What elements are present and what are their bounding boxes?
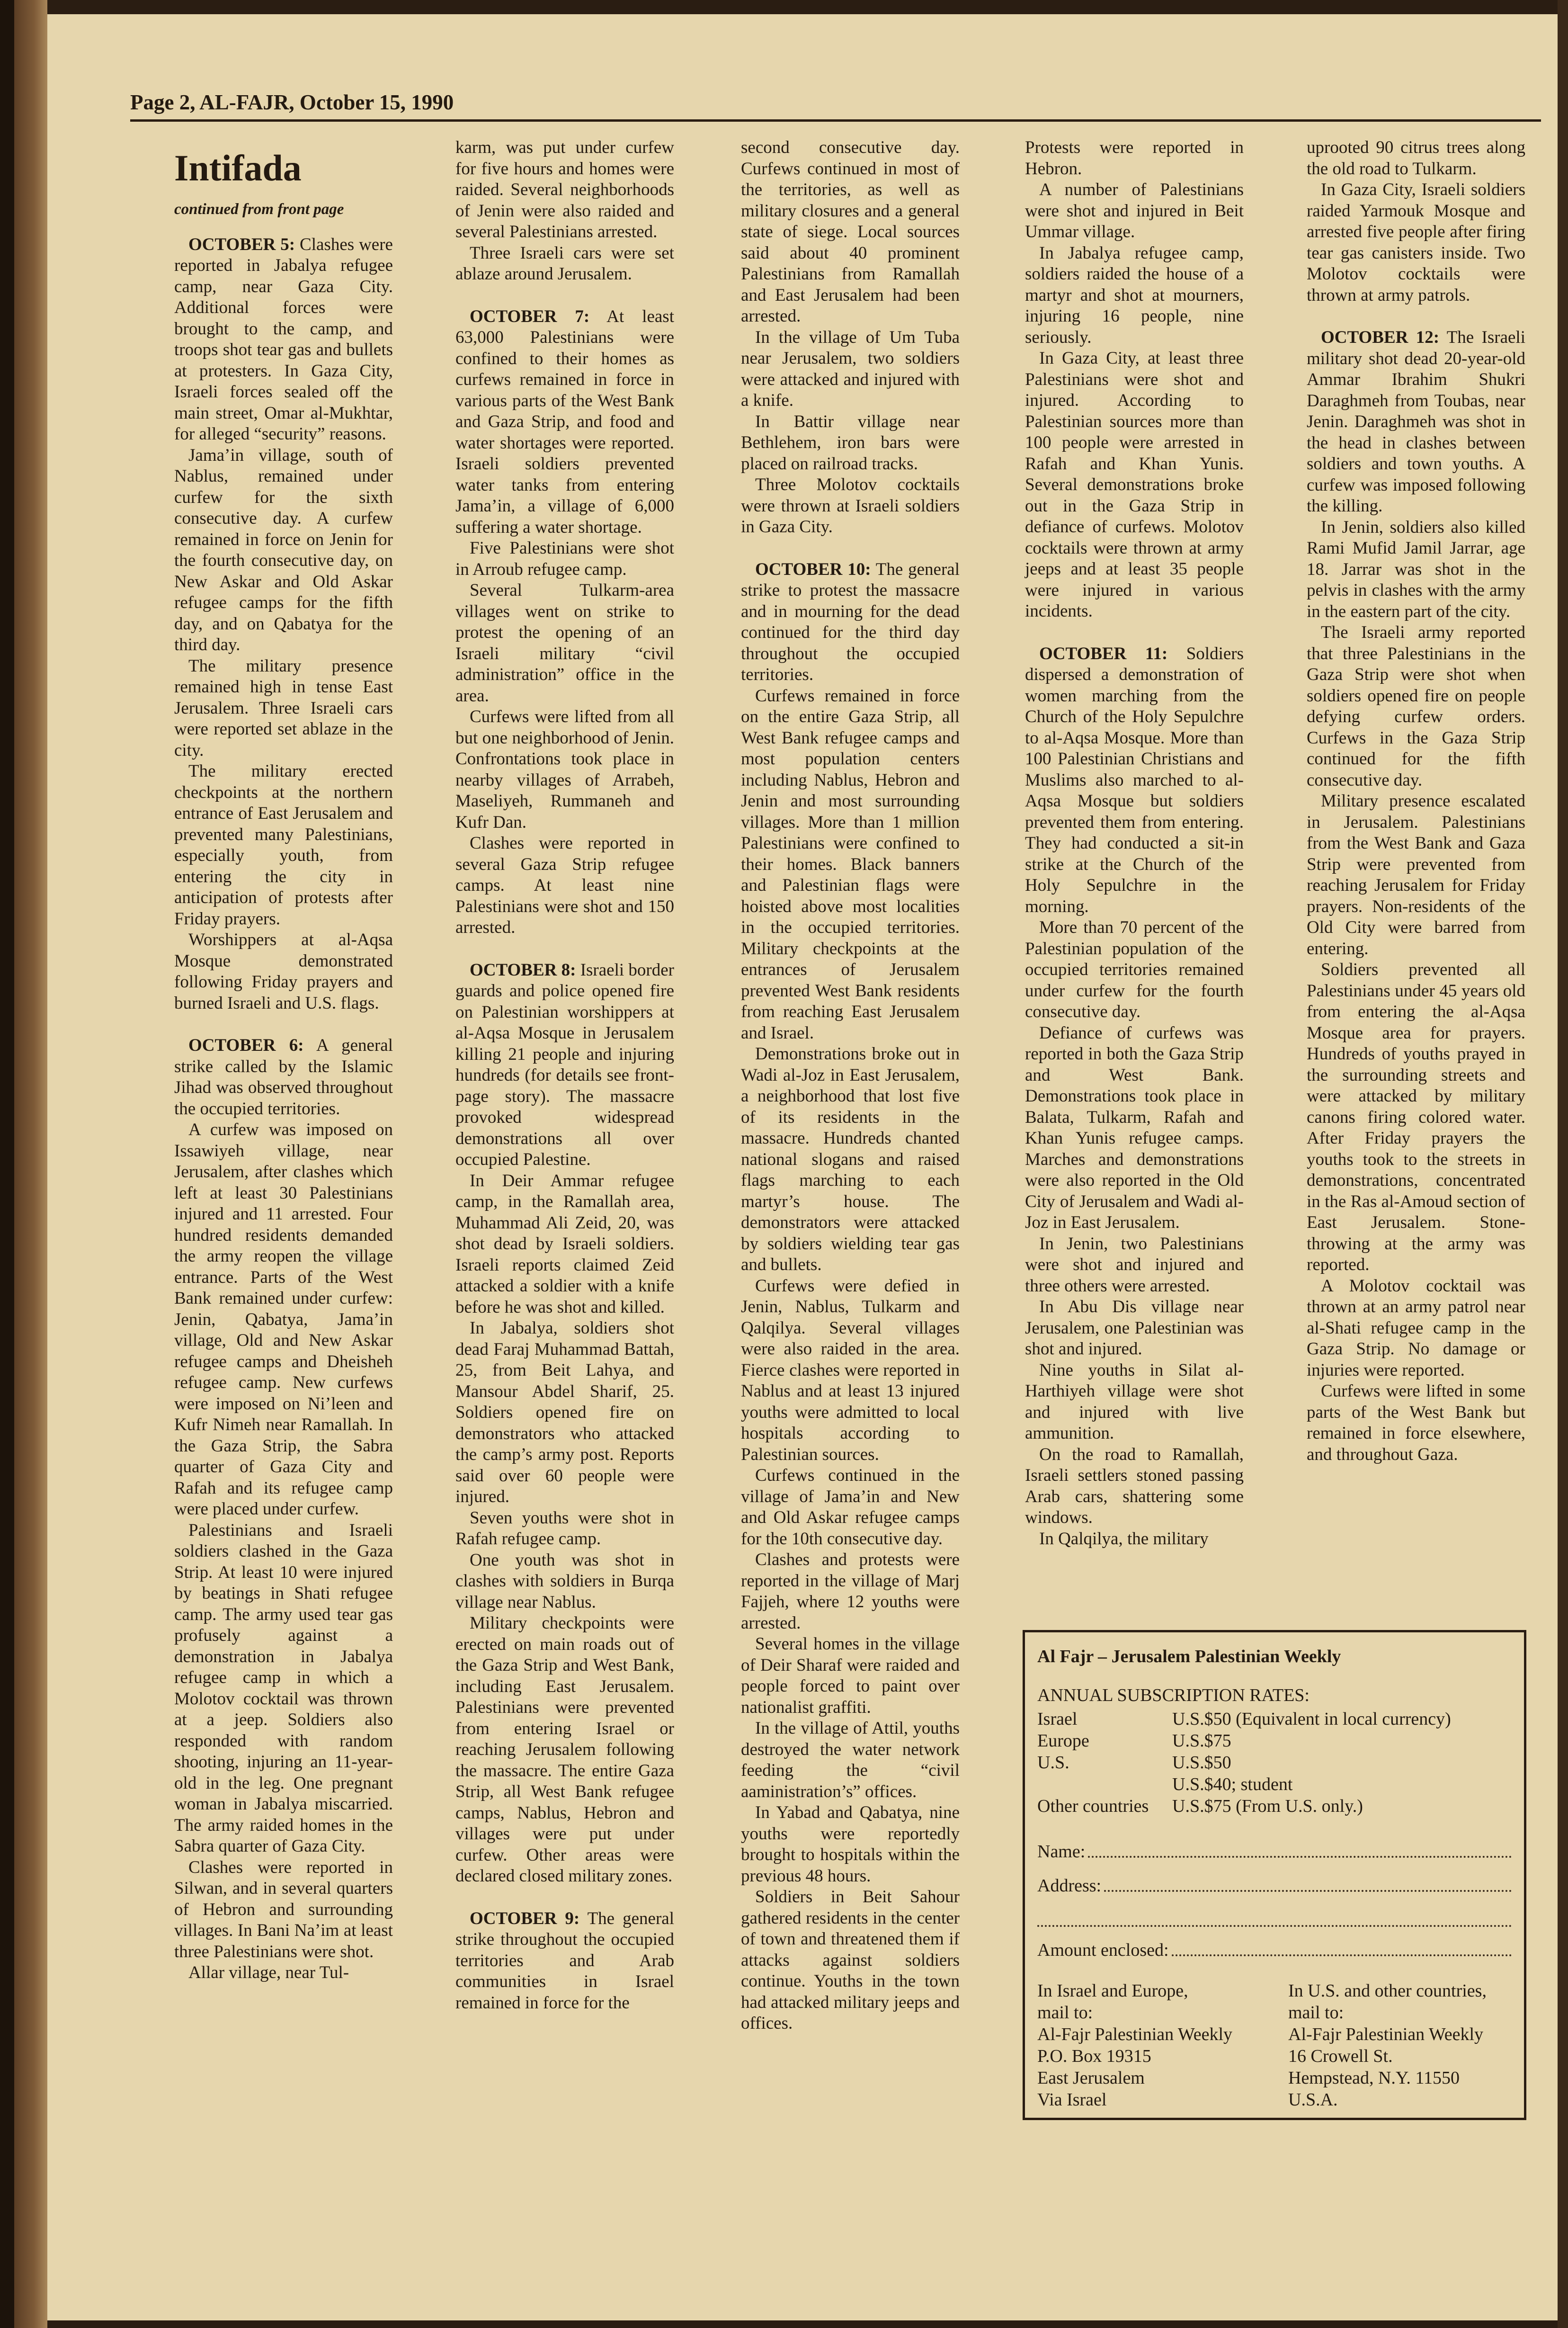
- paragraph-text: Curfews were defied in Jenin, Nablus, Tulkarm and Qalqilya. Several villages were also raided in the area. Fierce clashes were reported in Nablus and at least 13 injured youths were admitted to local hospitals according to Palestinian sources.: [741, 1276, 960, 1464]
- paragraph-text: In Qalqilya, the military: [1039, 1529, 1209, 1549]
- paragraph-text: Curfews were lifted in some parts of the West Bank but remained in force elsewhere, and throughout Gaza.: [1307, 1381, 1525, 1464]
- paragraph-text: Defiance of curfews was reported in both the Gaza Strip and West Bank. Demonstrations took place in Balata, Tulkarm, Rafah and Khan Yunis refugee camps. Marches and demonstrations were also reported in the Old City of Jerusalem and Wadi al-Joz in East Jerusalem.: [1025, 1023, 1244, 1232]
- paragraph-text: Seven youths were shot in Rafah refugee camp.: [455, 1508, 674, 1549]
- paragraph-text: On the road to Ramallah, Israeli settlers stoned passing Arab cars, shattering some windows.: [1025, 1444, 1244, 1527]
- address-line: Via Israel: [1037, 2090, 1107, 2110]
- paragraph-text: In Jenin, two Palestinians were shot and injured and three others were arrested.: [1025, 1234, 1244, 1296]
- paragraph-text: A curfew was imposed on Issawiyeh village, near Jerusalem, after clashes which left at least 30 Palestinians injured and 11 arrested. Four hundred residents demanded the army reopen the village entrance. Parts of the West Bank remained under curfew: Jenin, Qabatya, Jama’in village, Old and New Askar refugee camps and Dheisheh refugee camp. New curfews were imposed on Ni’leen and Kufr Nimeh near Ramallah. In the Gaza Strip, the Sabra quarter of Gaza City and Rafah and its refugee camp were placed under curfew.: [174, 1120, 393, 1519]
- dateline: OCTOBER 12:: [1321, 328, 1440, 347]
- rate-region: U.S.: [1037, 1753, 1069, 1773]
- address-line: mail to:: [1288, 2003, 1344, 2023]
- rates-title: ANNUAL SUBSCRIPTION RATES:: [1037, 1685, 1310, 1705]
- page-header: Page 2, AL-FAJR, October 15, 1990: [130, 90, 454, 114]
- paragraph-text: A Molotov cocktail was thrown at an army patrol near al-Shati refugee camp in the Gaza Strip. No damage or injuries were reported.: [1307, 1276, 1525, 1380]
- article-paragraph: [174, 656, 393, 761]
- paragraph-text: More than 70 percent of the Palestinian population of the occupied territories remained under curfew for the fourth consecutive day.: [1025, 918, 1244, 1021]
- rate-price: U.S.$40; student: [1172, 1774, 1293, 1794]
- paragraph-text: Military presence escalated in Jerusalem. Palestinians from the West Bank and Gaza Strip were prevented from reaching Jerusalem for Friday prayers. Non-residents of the Old City were barred from entering.: [1307, 791, 1525, 958]
- paragraph-text: Jama’in village, south of Nablus, remained under curfew for the sixth consecutive day. A curfew remained in force on Jenin for the fourth consecutive day, on New Askar and Old Askar refugee camps for the fifth day, and on Qabatya for the third day.: [174, 445, 393, 654]
- paragraph-text: Military checkpoints were erected on main roads out of the Gaza Strip and West Bank, including East Jerusalem. Palestinians were prevented from entering Israel or reaching Jerusalem following the massacre. The entire Gaza Strip, all West Bank refugee camps, Nablus, Hebron and villages were put under curfew. Other areas were declared closed military zones.: [455, 1613, 674, 1886]
- article-paragraph: [455, 538, 674, 580]
- article-paragraph: [1307, 137, 1525, 179]
- paragraph-text: In Abu Dis village near Jerusalem, one Palestinian was shot and injured.: [1025, 1297, 1244, 1359]
- paragraph-text: Curfews remained in force on the entire Gaza Strip, all West Bank refugee camps and most population centers including Nablus, Hebron and Jenin and most surrounding villages. More than 1 million Palestinians were confined to their homes. Black banners and Palestinian flags were hoisted above most localities in the occupied territories. Military checkpoints at the entrances of Jerusalem prevented West Bank residents from reaching East Jerusalem and Israel.: [741, 686, 960, 1043]
- article-paragraph: [1307, 517, 1525, 623]
- paragraph-text: Soldiers dispersed a demonstration of women marching from the Church of the Holy Sepulchre to al-Aqsa Mosque. More than 100 Palestinian Christians and Muslims also marched to al-Aqsa Mosque but soldiers prevented them from entering. They had conducted a sit-in strike at the Church of the Holy Sepulchre in the morning.: [1025, 644, 1244, 916]
- dateline: OCTOBER 5:: [188, 234, 295, 254]
- article-paragraph: [174, 1857, 393, 1963]
- article-paragraph: [741, 1044, 960, 1276]
- article-paragraph: [741, 137, 960, 327]
- article-paragraph: [741, 686, 960, 1044]
- address-line: 16 Crowell St.: [1288, 2046, 1393, 2066]
- article-paragraph: [455, 1318, 674, 1508]
- article-paragraph: [455, 707, 674, 833]
- rate-price: U.S.$75 (From U.S. only.): [1172, 1796, 1363, 1816]
- rates-table: [1037, 1708, 1512, 1817]
- paragraph-text: The military presence remained high in tense East Jerusalem. Three Israeli cars were reported set ablaze in the city.: [174, 656, 393, 760]
- paragraph-text: Clashes were reported in Silwan, and in several quarters of Hebron and surrounding villages. In Bani Na’im at least three Palestinians were shot.: [174, 1857, 393, 1961]
- article-paragraph: [455, 1171, 674, 1318]
- dateline: OCTOBER 11:: [1039, 644, 1168, 663]
- subscription-title: Al Fajr – Jerusalem Palestinian Weekly: [1037, 1647, 1341, 1666]
- paragraph-text: In Jabalya refugee camp, soldiers raided the house of a martyr and shot at mourners, injuring 16 people, nine seriously.: [1025, 243, 1244, 347]
- article-subtitle: continued from front page: [174, 201, 344, 218]
- amount-field[interactable]: [1037, 1939, 1512, 1961]
- column-body: [455, 137, 674, 2014]
- article-paragraph: [741, 1549, 960, 1634]
- article-paragraph: [741, 412, 960, 475]
- paragraph-text: The military erected checkpoints at the northern entrance of East Jerusalem and prevented many Palestinians, especially youth, from entering the city in anticipation of protests after Friday prayers.: [174, 761, 393, 929]
- paragraph-text: Five Palestinians were shot in Arroub refugee camp.: [455, 538, 674, 579]
- article-paragraph: [1307, 791, 1525, 959]
- address-line: In Israel and Europe,: [1037, 1981, 1188, 2001]
- paragraph-text: Several Tulkarm-area villages went on strike to protest the opening of an Israeli military “civil administration” office in the area.: [455, 581, 674, 706]
- address-line[interactable]: [1104, 1875, 1512, 1892]
- paragraph-text: Three Molotov cocktails were thrown at Israeli soldiers in Gaza City.: [741, 475, 960, 537]
- article-paragraph: [1025, 348, 1244, 622]
- rate-price: U.S.$50 (Equivalent in local currency): [1172, 1709, 1451, 1729]
- subscription-box: [1023, 1630, 1526, 2120]
- address-line: Hempstead, N.Y. 11550: [1288, 2068, 1460, 2088]
- article-paragraph: [741, 1887, 960, 2034]
- paragraph-text: Clashes were reported in Jabalya refugee camp, near Gaza City. Additional forces were brought to the camp, and troops shot tear gas and bullets at protesters. In Gaza City, Israeli forces sealed off the main street, Omar al-Mukhtar, for alleged “security” reasons.: [174, 234, 393, 444]
- article-paragraph: [741, 559, 960, 686]
- article-paragraph: [741, 1634, 960, 1718]
- article-paragraph: [1025, 1529, 1244, 1550]
- paragraph-text: The Israeli military shot dead 20-year-old Ammar Ibrahim Shukri Daraghmeh from Toubas, near Jenin. Daraghmeh was shot in the head in clashes between soldiers and town youths. A curfew was imposed following the killing.: [1307, 328, 1525, 516]
- amount-label: Amount enclosed:: [1037, 1940, 1169, 1960]
- dateline: OCTOBER 7:: [470, 306, 590, 326]
- article-paragraph: [455, 137, 674, 243]
- article-paragraph: [1025, 1297, 1244, 1360]
- article-paragraph: [1307, 327, 1525, 517]
- article-paragraph: [455, 1550, 674, 1613]
- paragraph-text: In Deir Ammar refugee camp, in the Ramallah area, Muhammad Ali Zeid, 20, was shot dead by Israeli soldiers. Israeli reports claimed Zeid attacked a soldier with a knife before he was shot and killed.: [455, 1171, 674, 1317]
- article-paragraph: [1307, 1276, 1525, 1381]
- paragraph-text: second consecutive day. Curfews continued in most of the territories, as well as military closures and a general state of siege. Local sources said about 40 prominent Palestinians from Ramallah and East Jerusalem had been arrested.: [741, 138, 960, 326]
- mail-address-us: [1288, 1980, 1534, 2111]
- article-paragraph: [455, 580, 674, 707]
- article-paragraph: [455, 960, 674, 1171]
- article-paragraph: [174, 1035, 393, 1119]
- article-paragraph: [741, 327, 960, 412]
- paragraph-text: Soldiers in Beit Sahour gathered residents in the center of town and threatened them if attacks against soldiers continue. Youths in the town had attacked military jeeps and offices.: [741, 1887, 960, 2033]
- paragraph-text: In the village of Um Tuba near Jerusalem, two soldiers were attacked and injured with a knife.: [741, 327, 960, 410]
- address-line: mail to:: [1037, 2003, 1093, 2023]
- article-paragraph: [174, 761, 393, 930]
- address-line-2[interactable]: [1037, 1909, 1512, 1927]
- article-column-4: [1025, 137, 1244, 1549]
- paragraph-text: Palestinians and Israeli soldiers clashed in the Gaza Strip. At least 10 were injured by beatings in Shati refugee camp. The army used tear gas profusely against a demonstration in Jabalya refugee camp in which a Molotov cocktail was thrown at a jeep. Soldiers also responded with random shooting, injuring an 11-year-old in the leg. One pregnant woman in Jabalya miscarried. The army raided homes in the Sabra quarter of Gaza City.: [174, 1520, 393, 1856]
- paragraph-text: In Battir village near Bethlehem, iron bars were placed on railroad tracks.: [741, 412, 960, 474]
- article-paragraph: [1025, 179, 1244, 243]
- article-paragraph: [1307, 179, 1525, 306]
- paragraph-text: In Gaza City, at least three Palestinians were shot and injured. According to Palestinian sources more than 100 people were arrested in Rafah and Khan Yunis. Several demonstrations broke out in the Gaza Strip in defiance of curfews. Molotov cocktails were thrown at army jeeps and at least 35 people were injured in various incidents.: [1025, 349, 1244, 621]
- article-paragraph: [1307, 959, 1525, 1276]
- address-line: East Jerusalem: [1037, 2068, 1145, 2088]
- column-body: [741, 137, 960, 2034]
- binding-edge: [14, 0, 47, 2328]
- article-paragraph: [1025, 1360, 1244, 1444]
- article-paragraph: [1025, 137, 1244, 179]
- paragraph-text: Clashes and protests were reported in the village of Marj Fajjeh, where 12 youths were arrested.: [741, 1550, 960, 1633]
- paragraph-text: Curfews were lifted from all but one neighborhood of Jenin. Confrontations took place in nearby villages of Arrabeh, Maseliyeh, Rummaneh and Kufr Dan.: [455, 707, 674, 832]
- paragraph-text: Israeli border guards and police opened fire on Palestinian worshippers at al-Aqsa Mosque in Jerusalem killing 21 people and injuring hundreds (for details see front-page story). The massacre provoked widespread demonstrations all over occupied Palestine.: [455, 960, 674, 1169]
- paragraph-text: Curfews continued in the village of Jama’in and New and Old Askar refugee camps for the 10th consecutive day.: [741, 1466, 960, 1549]
- article-paragraph: [1025, 917, 1244, 1023]
- article-paragraph: [455, 833, 674, 939]
- rate-region: [1037, 1773, 1172, 1795]
- binding-shadow: [0, 0, 14, 2328]
- article-column-3: [741, 137, 960, 2034]
- paragraph-text: In Jabalya, soldiers shot dead Faraj Muhammad Battah, 25, from Beit Lahya, and Mansour Abdel Sharif, 25. Soldiers opened fire on demonstrators who attacked the camp’s army post. Reports said over 60 people were injured.: [455, 1318, 674, 1506]
- article-paragraph: [174, 234, 393, 445]
- article-paragraph: [455, 1508, 674, 1550]
- paragraph-text: A number of Palestinians were shot and injured in Beit Ummar village.: [1025, 180, 1244, 242]
- column-body: [174, 234, 393, 1984]
- paragraph-text: Demonstrations broke out in Wadi al-Joz in East Jerusalem, a neighborhood that lost five of its residents in the massacre. Hundreds chanted national slogans and raised flags marching to each martyr’s house. The demonstrators were attacked by soldiers wielding tear gas and bullets.: [741, 1044, 960, 1274]
- address-line: Al-Fajr Palestinian Weekly: [1037, 2024, 1233, 2044]
- paragraph-text: Clashes were reported in several Gaza Strip refugee camps. At least nine Palestinians were shot and 150 arrested.: [455, 833, 674, 937]
- column-body: [1025, 137, 1244, 1549]
- address-line: In U.S. and other countries,: [1288, 1981, 1487, 2001]
- amount-line[interactable]: [1172, 1939, 1512, 1956]
- paragraph-text: Several homes in the village of Deir Sharaf were raided and people forced to paint over nationalist graffiti.: [741, 1634, 960, 1717]
- paragraph-text: Worshippers at al-Aqsa Mosque demonstrated following Friday prayers and burned Israeli and U.S. flags.: [174, 930, 393, 1013]
- paragraph-text: In Gaza City, Israeli soldiers raided Yarmouk Mosque and arrested five people after firing tear gas canisters inside. Two Molotov cocktails were thrown at army patrols.: [1307, 180, 1525, 305]
- address-field[interactable]: [1037, 1875, 1512, 1897]
- article-paragraph: [741, 1718, 960, 1802]
- paragraph-text: A general strike called by the Islamic Jihad was observed throughout the occupied territories.: [174, 1036, 393, 1119]
- article-paragraph: [174, 1119, 393, 1520]
- paragraph-text: In the village of Attil, youths destroyed the water network feeding the “civil aaministration’s” offices.: [741, 1719, 960, 1801]
- rate-price: U.S.$50: [1172, 1753, 1231, 1773]
- article-paragraph: [1025, 1234, 1244, 1297]
- mail-address-israel-europe: [1037, 1980, 1283, 2111]
- column-body: [1307, 137, 1525, 1465]
- article-paragraph: [455, 1613, 674, 1887]
- article-column-2: [455, 137, 674, 2014]
- article-paragraph: [455, 243, 674, 285]
- rate-price: U.S.$75: [1172, 1731, 1231, 1751]
- paragraph-text: Protests were reported in Hebron.: [1025, 138, 1244, 179]
- rate-region: Europe: [1037, 1731, 1089, 1751]
- article-paragraph: [174, 930, 393, 1014]
- article-paragraph: [1025, 243, 1244, 349]
- article-title: Intifada: [174, 147, 302, 188]
- paragraph-text: One youth was shot in clashes with soldiers in Burqa village near Nablus.: [455, 1550, 674, 1612]
- paragraph-text: uprooted 90 citrus trees along the old road to Tulkarm.: [1307, 138, 1525, 179]
- name-label: Name:: [1037, 1842, 1086, 1862]
- article-paragraph: [741, 1276, 960, 1466]
- article-column-1: [174, 137, 393, 1984]
- paragraph-text: The general strike throughout the occupied territories and Arab communities in Israel remained in force for the: [455, 1908, 674, 2013]
- article-paragraph: [174, 445, 393, 656]
- article-paragraph: [741, 1465, 960, 1549]
- dateline: OCTOBER 9:: [470, 1908, 580, 1928]
- paragraph-text: Soldiers prevented all Palestinians under 45 years old from entering the al-Aqsa Mosque area for prayers. Hundreds of youths prayed in the surrounding streets and were attacked by military canons firing colored water. After Friday prayers the youths took to the streets in demonstrations, concentrated in the Ras al-Amoud section of East Jerusalem. Stone-throwing at the army was reported.: [1307, 960, 1525, 1274]
- dateline: OCTOBER 6:: [188, 1036, 304, 1055]
- article-paragraph: [741, 475, 960, 538]
- article-paragraph: [1025, 1444, 1244, 1529]
- page-edge: [1558, 0, 1568, 2328]
- paragraph-text: In Yabad and Qabatya, nine youths were reportedly brought to hospitals within the previous 48 hours.: [741, 1803, 960, 1886]
- rate-region: Israel: [1037, 1709, 1078, 1729]
- article-paragraph: [1025, 1023, 1244, 1234]
- article-paragraph: [741, 1802, 960, 1887]
- name-line[interactable]: [1088, 1841, 1512, 1858]
- paragraph-text: Nine youths in Silat al-Harthiyeh village were shot and injured with live ammunition.: [1025, 1360, 1244, 1443]
- name-field[interactable]: [1037, 1841, 1512, 1862]
- header-rule: [130, 119, 1541, 122]
- article-paragraph: [455, 306, 674, 538]
- paragraph-text: Three Israeli cars were set ablaze around Jerusalem.: [455, 243, 674, 284]
- paragraph-text: The general strike to protest the massacre and in mourning for the dead continued for the third day throughout the occupied territories.: [741, 559, 960, 684]
- dateline: OCTOBER 8:: [470, 960, 576, 980]
- address-line: P.O. Box 19315: [1037, 2046, 1151, 2066]
- address-label: Address:: [1037, 1876, 1102, 1896]
- paragraph-text: In Jenin, soldiers also killed Rami Mufid Jamil Jarrar, age 18. Jarrar was shot in the pelvis in clashes with the army in the eastern part of the city.: [1307, 517, 1525, 621]
- paragraph-text: karm, was put under curfew for five hours and homes were raided. Several neighborhoods of Jenin were also raided and several Palestinians arrested.: [455, 138, 674, 242]
- article-paragraph: [174, 1520, 393, 1857]
- article-paragraph: [1307, 622, 1525, 791]
- address-line: U.S.A.: [1288, 2090, 1338, 2110]
- article-column-5: [1307, 137, 1525, 1465]
- paragraph-text: The Israeli army reported that three Palestinians in the Gaza Strip were shot when soldiers opened fire on people defying curfew orders. Curfews in the Gaza Strip continued for the fifth consecutive day.: [1307, 623, 1525, 790]
- dateline: OCTOBER 10:: [755, 559, 871, 579]
- paragraph-text: Allar village, near Tul-: [188, 1963, 349, 1982]
- article-paragraph: [1307, 1381, 1525, 1465]
- article-paragraph: [455, 1908, 674, 2014]
- paragraph-text: At least 63,000 Palestinians were confined to their homes as curfews remained in force in various parts of the West Bank and Gaza Strip, and food and water shortages were reported. Israeli soldiers prevented water tanks from entering Jama’in, a village of 6,000 suffering a water shortage.: [455, 306, 674, 537]
- rate-region: Other countries: [1037, 1796, 1149, 1816]
- address-line: Al-Fajr Palestinian Weekly: [1288, 2024, 1484, 2044]
- article-paragraph: [1025, 644, 1244, 918]
- article-paragraph: [174, 1962, 393, 1984]
